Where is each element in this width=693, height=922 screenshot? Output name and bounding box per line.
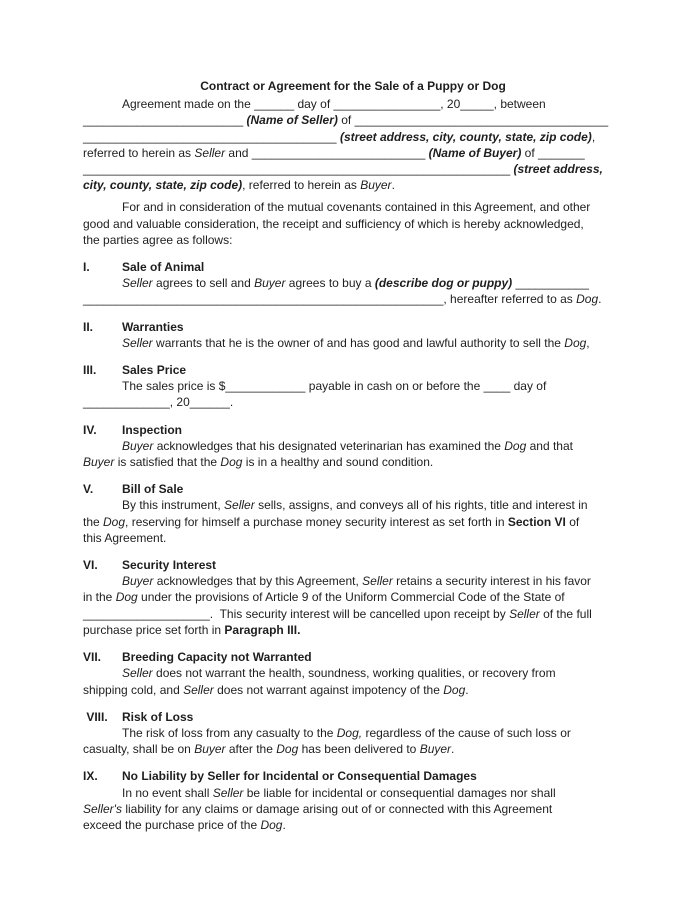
text-run: In no event shall [122,785,213,800]
text-run: in the [83,590,116,605]
text-run: Buyer [360,178,392,193]
contract-section [83,422,623,471]
document-line [83,378,623,394]
text-run: . [465,682,469,697]
section-heading-line [83,481,623,497]
text-run: agrees to sell and [152,276,255,291]
text-run: city, county, state, zip code) [83,178,243,193]
text-run: (Name of Buyer) [428,145,522,160]
text-run: Dog [504,438,527,453]
section-heading: Security Interest [122,558,217,573]
section-heading-line [83,768,623,784]
text-run: Seller [509,606,540,621]
section-heading-line [83,709,623,725]
text-run: Dog [115,590,138,605]
text-run: Seller [122,666,153,681]
document-line [83,530,623,546]
section-heading-line [83,319,623,335]
section-numeral: III. [83,363,97,378]
text-run: this Agreement. [83,530,167,545]
text-run: does not warrant the health, soundness, working qualities, or recovery from [152,666,556,681]
document-line [83,112,623,128]
text-run: Buyer [122,574,154,589]
section-numeral: VI. [83,558,98,573]
text-run: Dog [260,817,283,832]
document-line [83,622,623,638]
text-run: sells, assigns, and conveys all of his rights, title and interest in [254,498,588,513]
text-run: Dog [103,514,126,529]
text-run: shipping cold, and [83,682,184,697]
text-run: By this instrument, [122,498,225,513]
document-line [83,497,623,513]
text-run: be liable for incidental or consequential damages nor shall [243,785,556,800]
text-run: is in a healthy and sound condition. [242,455,434,470]
fill-in-blank: The sales price is $____________ payable in cash on or before the ____ day of [122,379,547,394]
text-run: Dog, [336,725,363,740]
fill-in-blank: ________________________ [83,113,247,128]
section-heading: Breeding Capacity not Warranted [122,650,312,665]
text-run: Dog [276,742,299,757]
section-heading: Inspection [122,422,183,437]
document-line [83,96,623,112]
document-line [83,454,623,470]
text-run: Section VI [507,514,566,529]
text-run: of the full [539,606,592,621]
fill-in-blank: Agreement made on the ______ day of ________________, 20_____, between [122,97,546,112]
text-run: purchase price set forth in [83,622,225,637]
document-line [83,817,623,833]
text-run: , reserving for himself a purchase money security interest as set forth in [125,514,508,529]
section-numeral: VII. [83,650,102,665]
document-line [83,682,623,698]
fill-in-blank: ______________________________________________________, hereafter referred to as [83,292,577,307]
text-run: (street address, [513,162,603,177]
text-run: of [565,514,580,529]
text-run: the [83,514,104,529]
fill-in-blank: ______________________________________ [83,129,340,144]
section-numeral: I. [83,260,90,275]
text-run: Dog [220,455,243,470]
fill-in-blank: of _______ [521,145,585,160]
text-run: Seller [362,574,393,589]
document-line [83,216,623,232]
document-line [83,145,623,161]
section-heading: Risk of Loss [122,709,194,724]
text-run: The risk of loss from any casualty to the [122,725,337,740]
text-run: Dog [564,335,587,350]
text-run: . [598,292,602,307]
text-run: Dog [443,682,466,697]
text-run: referred to herein as [83,145,195,160]
section-numeral: IX. [83,769,98,784]
section-numeral: II. [83,319,94,334]
text-run: Seller's [83,801,122,816]
document-line [83,801,623,817]
text-run: of [337,113,355,128]
section-heading: Sales Price [122,363,187,378]
section-numeral: V. [83,482,94,497]
document-line [83,438,623,454]
document-line [83,335,623,351]
contract-section [83,259,623,308]
text-run: Buyer [254,276,286,291]
text-run: Buyer [194,742,226,757]
fill-in-blank: ______________________________________ [354,113,609,128]
text-run: acknowledges that by this Agreement, [153,574,363,589]
text-run: is satisfied that the [114,455,221,470]
document-line [83,161,623,177]
document-line [83,785,623,801]
document-line [83,232,623,248]
text-run: good and valuable consideration, the receipt and sufficiency of which is hereby acknowledged, [83,216,584,231]
text-run: , [591,129,596,144]
text-run: Seller [194,145,226,160]
text-run: after the [225,742,277,757]
document-line [83,741,623,757]
section-heading-line [83,259,623,275]
contract-section [83,768,623,833]
text-run: acknowledges that his designated veterinarian has examined the [153,438,505,453]
text-run: (street address, city, county, state, zip code) [339,129,592,144]
text-run: Seller [183,682,214,697]
document-line [83,606,623,622]
text-run: has been delivered to [298,742,420,757]
text-run: , [586,335,590,350]
document-line [83,275,623,291]
section-heading-line [83,557,623,573]
section-heading: Sale of Animal [122,260,205,275]
fill-in-blank: and __________________________ [225,145,429,160]
text-run: Buyer [419,742,452,757]
section-heading-line [83,649,623,665]
contract-section [83,362,623,411]
text-run: Buyer [122,438,154,453]
text-run: liability for any claims or damage arising out of or connected with this Agreement [121,801,553,816]
text-run: and that [526,438,573,453]
section-heading: Warranties [122,319,184,334]
text-run: Buyer [83,455,115,470]
text-run: Paragraph III. [224,622,301,637]
document-line [83,725,623,741]
document-line [83,177,623,193]
document-line [83,394,623,410]
text-run: under the provisions of Article 9 of the Uniform Commercial Code of the State of [137,590,565,605]
text-run: . [282,817,286,832]
section-heading-line [83,362,623,378]
text-run: Seller [122,276,153,291]
document-line [83,129,623,145]
document-line [83,199,623,215]
document-line [83,573,623,589]
text-run: . [391,178,395,193]
contract-section [83,319,623,351]
text-run: For and in consideration of the mutual covenants contained in this Agreement, and other [122,200,591,215]
contract-section [83,481,623,546]
text-run: the parties agree as follows: [83,232,233,247]
text-run: (Name of Seller) [246,113,338,128]
text-run: regardless of the cause of such loss or [362,725,571,740]
text-run: retains a security interest in his favor [392,574,591,589]
fill-in-blank: ___________ [512,276,589,291]
text-run: exceed the purchase price of the [83,817,261,832]
text-run: warrants that he is the owner of and has good and lawful authority to sell the [152,335,565,350]
contract-section [83,557,623,638]
section-numeral: VIII. [83,709,108,724]
text-run: , referred to herein as [242,178,361,193]
header-paragraph [83,96,623,193]
document-line [83,514,623,530]
contract-section [83,709,623,758]
document-title: Contract or Agreement for the Sale of a Puppy or Dog [200,79,506,93]
text-run: Seller [122,335,153,350]
fill-in-blank: ___________________. This security interest will be cancelled upon receipt by [83,606,510,621]
text-run: Dog [576,292,599,307]
fill-in-blank: _____________, 20______. [83,395,234,410]
text-run: Seller [212,785,244,800]
section-heading: Bill of Sale [122,482,184,497]
section-heading: No Liability by Seller for Incidental or Consequential Damages [122,769,477,784]
text-run: casualty, shall be on [83,742,195,757]
document-line [83,291,623,307]
intro-paragraph [83,199,623,248]
text-run: Seller [224,498,255,513]
section-heading-line [83,422,623,438]
text-run: (describe dog or puppy) [374,276,513,291]
section-numeral: IV. [83,422,97,437]
document-line [83,589,623,605]
text-run: agrees to buy a [285,276,375,291]
text-run: does not warrant against impotency of the [213,682,444,697]
document-line [83,665,623,681]
text-run: . [451,742,455,757]
fill-in-blank: ________________________________________________________________ [83,162,514,177]
sections-container [83,259,623,833]
contract-section [83,649,623,698]
